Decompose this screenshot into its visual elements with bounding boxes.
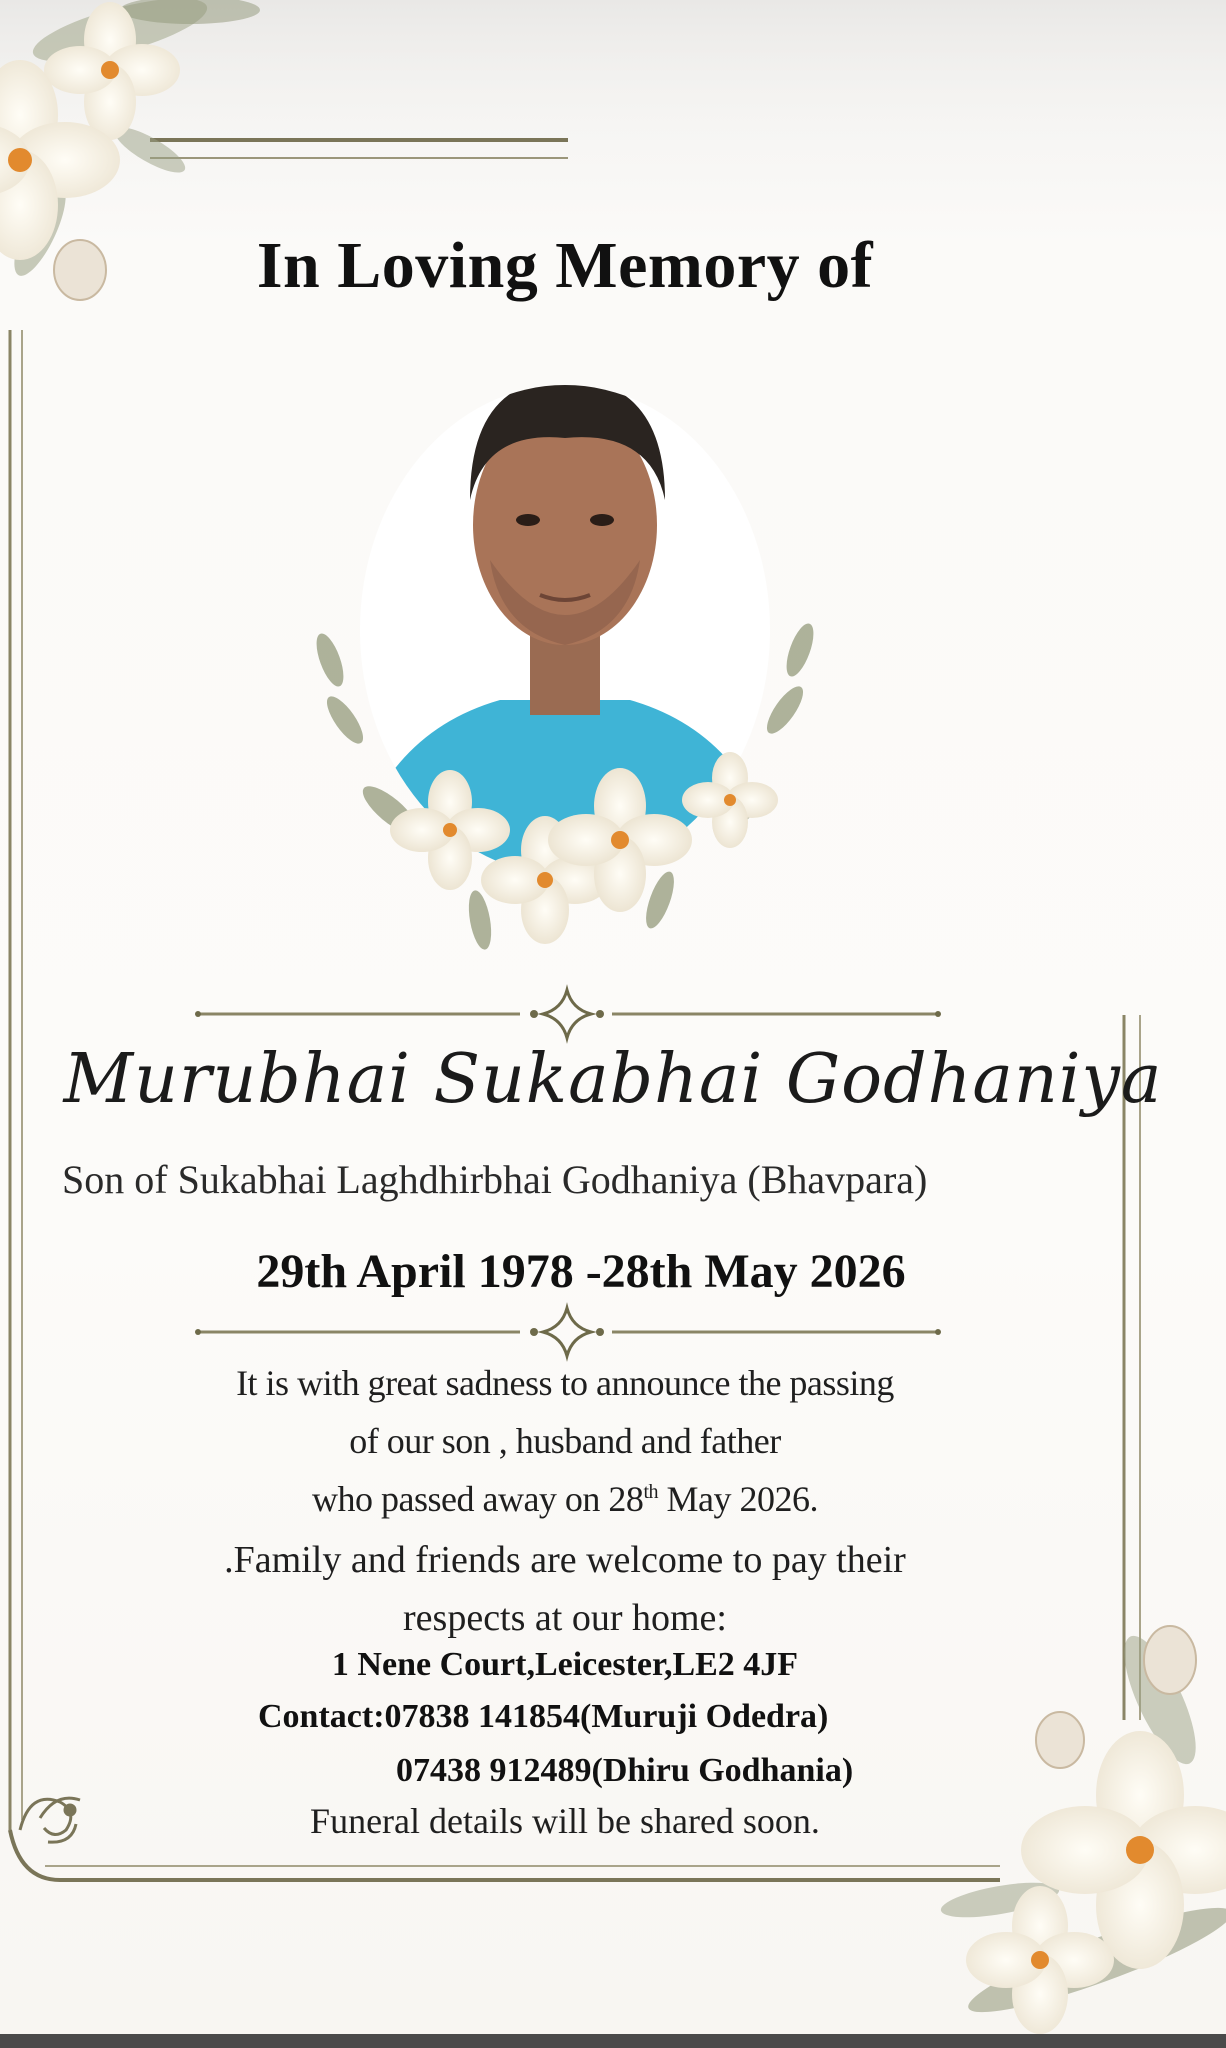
portrait-photo [300,360,830,960]
funeral-note: Funeral details will be shared soon. [310,1801,820,1841]
bottom-bar [0,2034,1226,2048]
divider-bottom [195,1308,941,1356]
contact-line-1: Contact:07838 141854(Muruji Odedra) [258,1698,829,1735]
four-point-star-icon [543,990,591,1038]
divider-top [195,990,941,1038]
home-address: 1 Nene Court,Leicester,LE2 4JF [331,1646,799,1683]
page-title: In Loving Memory of [256,229,874,302]
son-of-line: Son of Sukabhai Laghdhirbhai Godhaniya (Bhavpara) [62,1157,928,1202]
contact-line-2: 07438 912489(Dhiru Godhania) [396,1752,854,1789]
message-line-4: .Family and friends are welcome to pay their [224,1539,906,1581]
message-line-3 [0,1478,1130,1520]
message-line-1: It is with great sadness to announce the passing [236,1363,894,1403]
life-dates: 29th April 1978 -28th May 2026 [256,1245,906,1298]
four-point-star-icon [543,1308,591,1356]
message-line-2: of our son , husband and father [349,1421,781,1461]
message-line-3-before: who passed away on 28 [312,1479,644,1519]
message-line-5: respects at our home: [403,1597,727,1639]
message-line-3-after: May 2026. [658,1479,818,1519]
deceased-name: Murubhai Sukabhai Godhaniya [63,1040,1163,1119]
ordinal-suffix: th [643,1481,658,1503]
